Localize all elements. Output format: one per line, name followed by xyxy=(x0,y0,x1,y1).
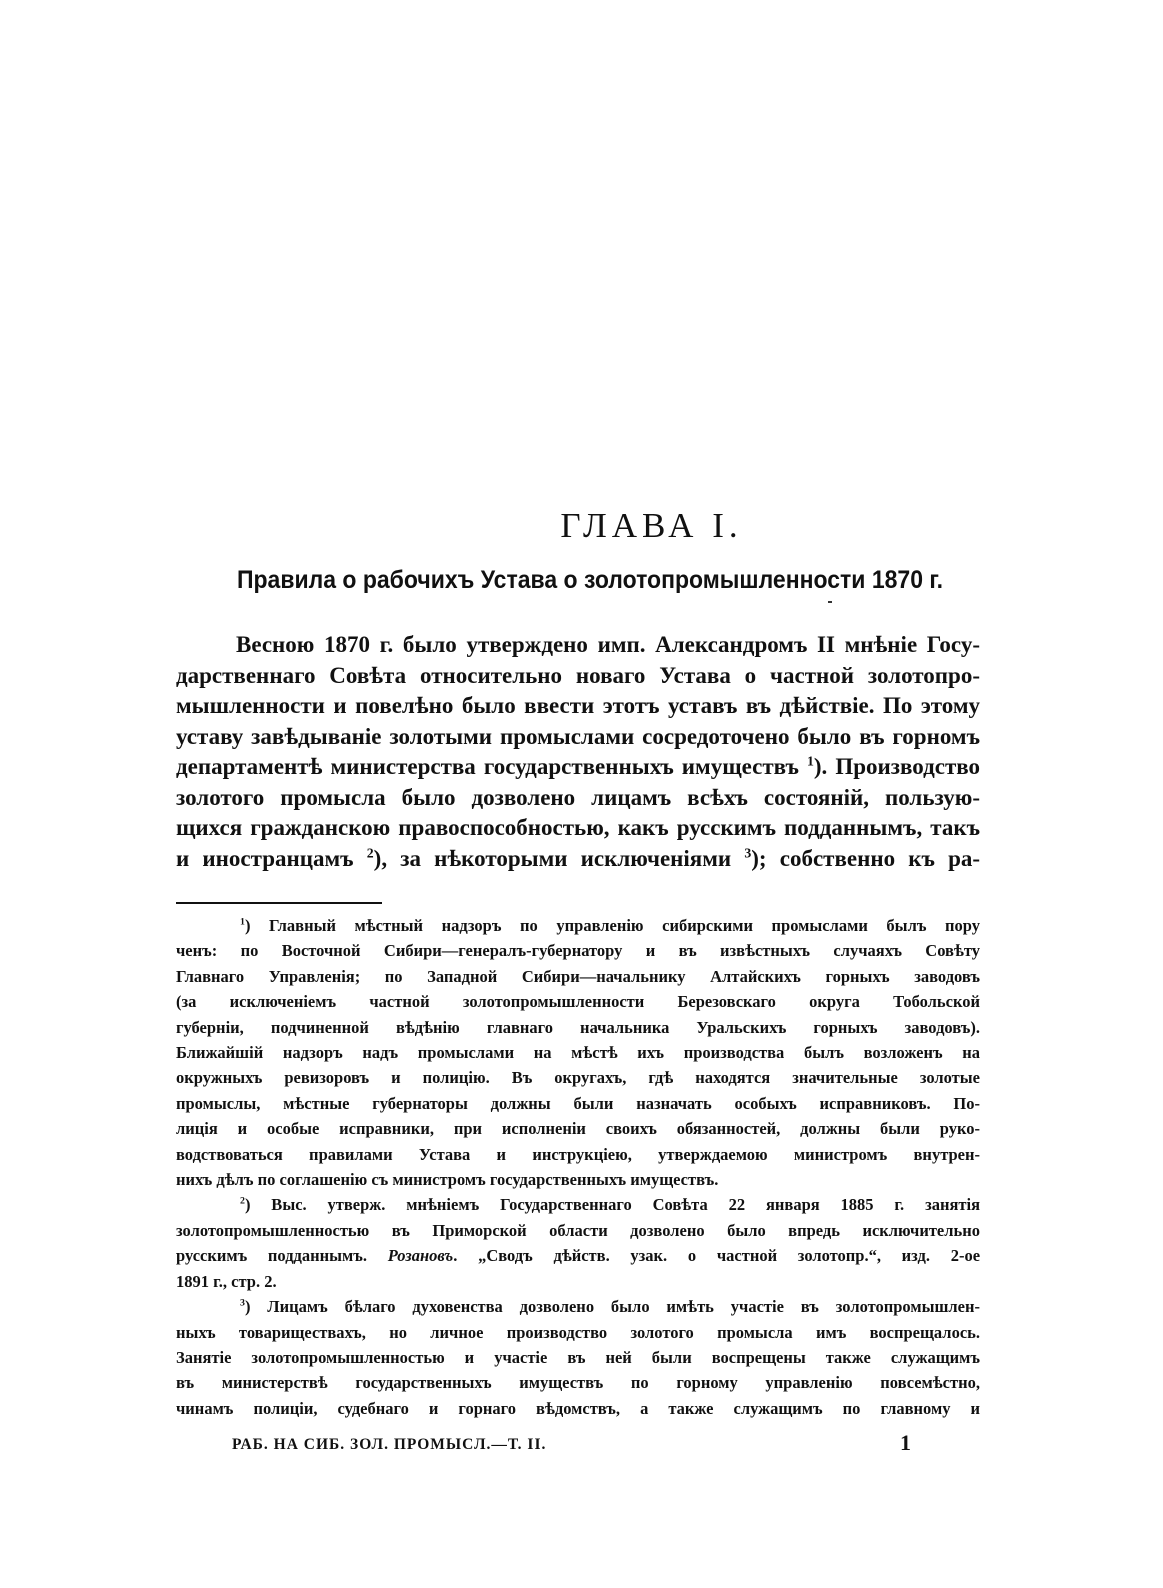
footnote-1-line xyxy=(176,913,980,938)
footnote-2-line xyxy=(176,1243,980,1268)
line-text: русскимъ подданнымъ. xyxy=(176,1246,368,1266)
paragraph-line: золотого промысла было дозволено лицамъ всѣхъ состояній, пользую- xyxy=(176,784,980,810)
footnote-ref-3[interactable]: 3 xyxy=(744,844,752,860)
footnote-3-line: Занятіе золотопромышленностью и участіе въ ней были воспрещены также служащимъ xyxy=(176,1347,980,1367)
footnote-marker-3: 3 xyxy=(240,1297,245,1309)
footnote-divider xyxy=(176,902,382,904)
footnote-1-line: Главнаго Управленія; по Западной Сибири—начальнику Алтайскихъ горныхъ заводовъ xyxy=(176,966,980,986)
footnote-marker-2: 2 xyxy=(240,1195,245,1207)
footnote-ref-2[interactable]: 2 xyxy=(366,844,374,860)
chapter-title: ГЛАВА I. xyxy=(560,506,743,545)
footnote-1-line: губерніи, подчиненной вѣдѣнію главнаго начальника Уральскихъ горныхъ заводовъ). xyxy=(176,1017,980,1037)
footnote-1-line: Ближайшій надзоръ надъ промыслами на мѣстѣ ихъ производства былъ возложенъ на xyxy=(176,1043,980,1063)
line-text: ) Главный мѣстный надзоръ по управленію сибирскими промыслами былъ пору xyxy=(244,916,980,935)
chapter-subtitle: Правила о рабочихъ Устава о золотопромышленности 1870 г. xyxy=(236,566,944,594)
paragraph-line: Весною 1870 г. было утверждено имп. Александромъ II мнѣніе Госу- xyxy=(236,632,980,657)
footnote-2-line: 1891 г., стр. 2. xyxy=(176,1271,277,1291)
footnote-3-line: ныхъ товариществахъ, но личное производство золотого промысла имъ воспрещалось. xyxy=(176,1322,980,1342)
paragraph-line xyxy=(176,752,980,783)
line-text: ). Производство xyxy=(813,754,981,779)
line-text: . „Сводъ дѣйств. узак. о частной золотопр.“, изд. 2-ое xyxy=(453,1246,981,1266)
line-text: ), за нѣкоторыми исключеніями xyxy=(373,845,732,871)
footnote-1-line: (за исключеніемъ частной золотопромышленности Березовскаго округа Тобольской xyxy=(176,992,980,1012)
line-text: ); xyxy=(751,845,767,871)
running-footer: РАБ. НА СИБ. ЗОЛ. ПРОМЫСЛ.—Т. II. xyxy=(232,1436,547,1453)
footnote-3-line: чинамъ полиціи, судебнаго и горнаго вѣдомствъ, а также служащимъ по главному и xyxy=(176,1398,980,1418)
line-text: департаментѣ министерства государственныхъ имуществъ xyxy=(176,754,799,779)
footnote-3-line: въ министерствѣ государственныхъ имуществъ по горному управленію повсемѣстно, xyxy=(176,1373,980,1393)
print-speck xyxy=(828,601,832,603)
footnote-marker-1: 1 xyxy=(240,916,245,928)
footnote-1-line: водствоваться правилами Устава и инструкціею, утверждаемою министромъ внутрен- xyxy=(176,1144,980,1164)
footnote-3-line xyxy=(176,1294,980,1319)
paragraph-line: щихся гражданскою правоспособностью, какъ русскимъ подданнымъ, такъ xyxy=(176,815,980,840)
line-text: и иностранцамъ xyxy=(176,845,354,871)
paragraph-line: мышленности и повелѣно было ввести этотъ уставъ въ дѣйствіе. По этому xyxy=(176,693,980,718)
footnote-1-line: нихъ дѣлъ по соглашенію съ министромъ государственныхъ имуществъ. xyxy=(176,1170,719,1190)
footnote-1-line: ченъ: по Восточной Сибири—генералъ-губернатору и въ извѣстныхъ случаяхъ Совѣту xyxy=(176,941,980,961)
footnotes xyxy=(176,913,980,1421)
footnote-1-line: лиція и особые исправники, при исполненіи своихъ обязанностей, должны были руко- xyxy=(176,1119,980,1139)
line-text: ) Лицамъ бѣлаго духовенства дозволено было имѣть участіе въ золотопромышлен- xyxy=(244,1297,980,1317)
footnote-2-author: Розановъ xyxy=(387,1246,454,1266)
footnote-2-line xyxy=(176,1192,980,1217)
footnote-1-line: промыслы, мѣстные губернаторы должны были назначать особыхъ исправниковъ. По- xyxy=(176,1093,980,1113)
footnote-1-line: окружныхъ ревизоровъ и полицію. Въ округахъ, гдѣ находятся значительные золотые xyxy=(176,1068,980,1088)
paragraph-line xyxy=(176,844,980,875)
page-number: 1 xyxy=(900,1430,911,1455)
paragraph-line: уставу завѣдываніе золотыми промыслами сосредоточено было въ горномъ xyxy=(176,723,980,749)
paragraph-line: дарственнаго Совѣта относительно новаго Устава о частной золотопро- xyxy=(176,662,980,688)
main-paragraph xyxy=(176,630,980,874)
line-text: ) Выс. утверж. мнѣніемъ Государственнаго Совѣта 22 января 1885 г. занятія xyxy=(244,1195,980,1215)
footnote-ref-1[interactable]: 1 xyxy=(806,753,814,769)
footnote-2-line: золотопромышленностью въ Приморской области дозволено было впредь исключительно xyxy=(176,1220,980,1240)
line-text: собственно къ ра- xyxy=(779,845,981,871)
